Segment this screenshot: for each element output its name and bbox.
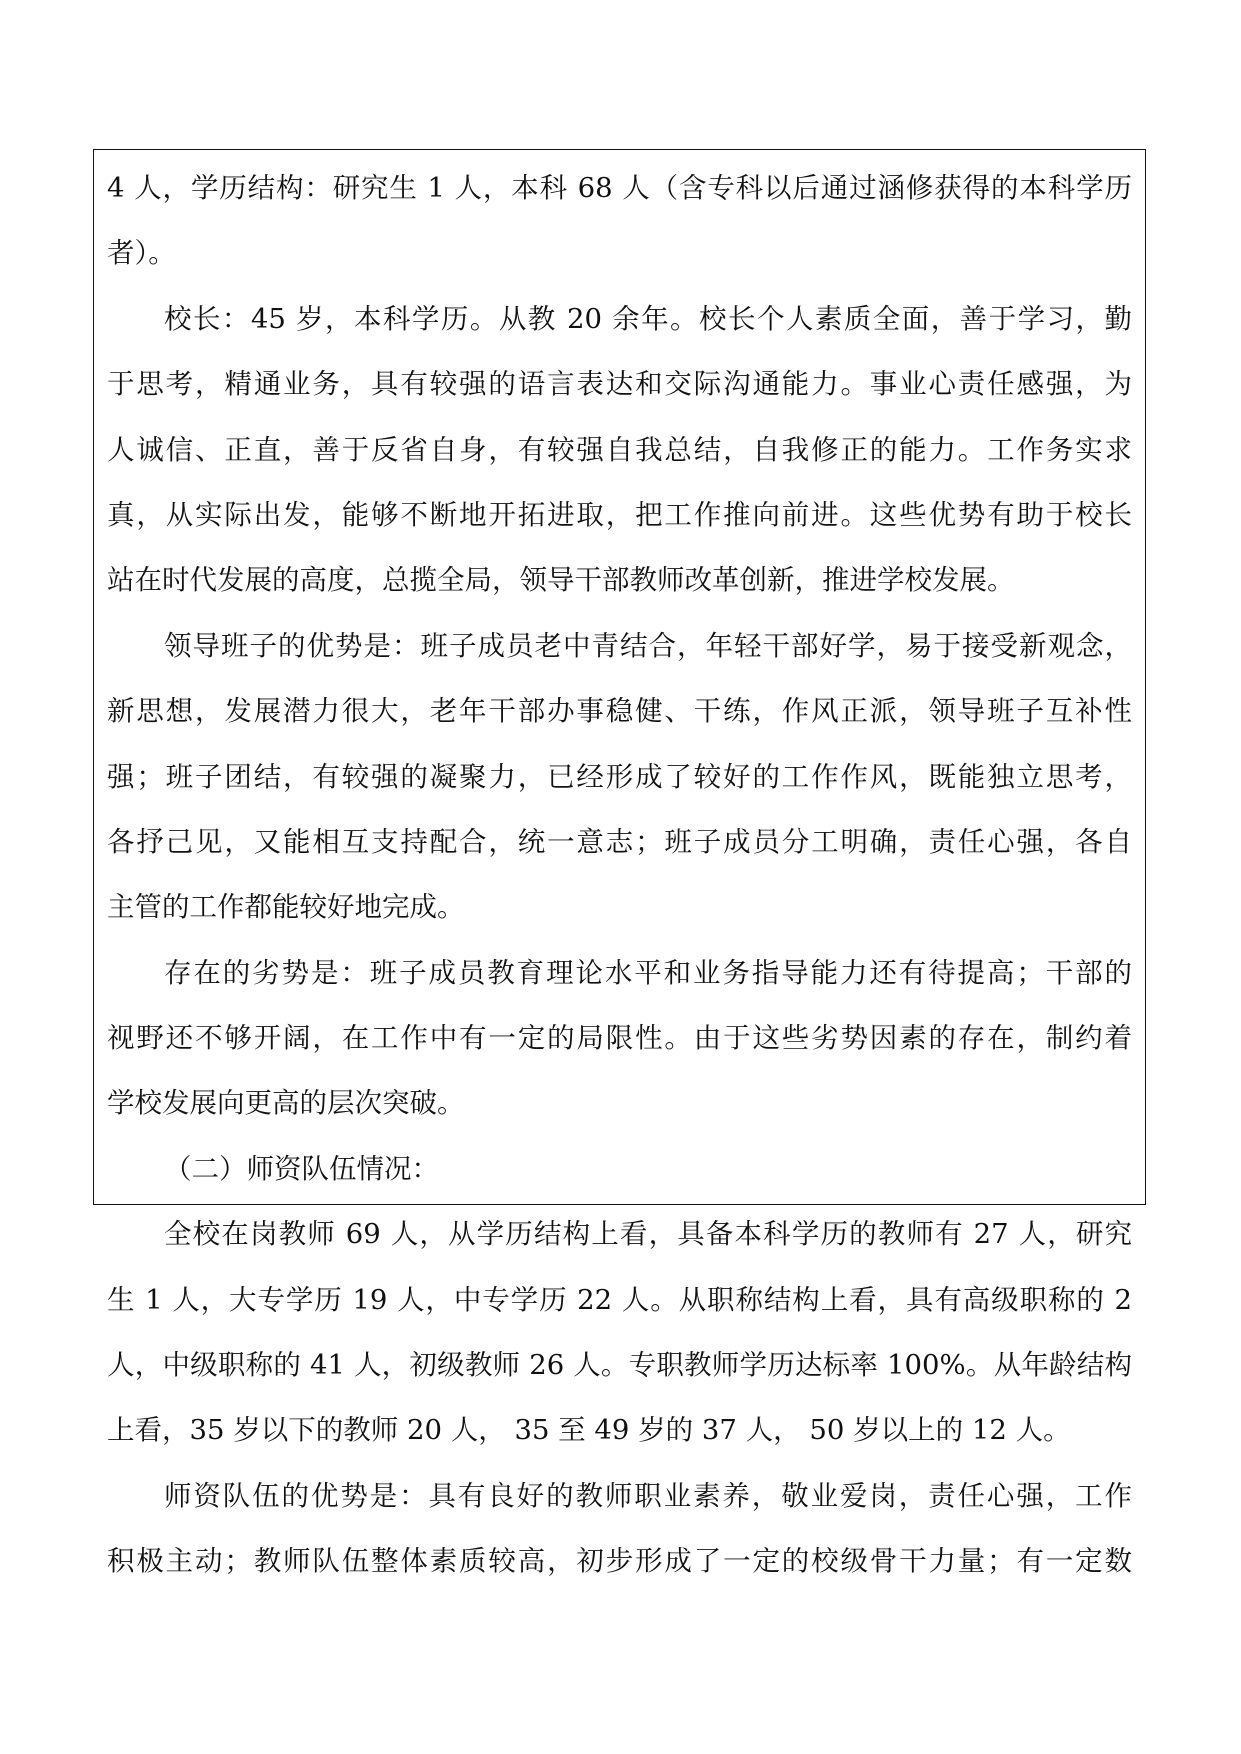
text-line: 强；班子团结，有较强的凝聚力，已经形成了较好的工作作风，既能独立思考， [107,760,1132,793]
text-line: 存在的劣势是：班子成员教育理论水平和业务指导能力还有待提高；干部的 [164,956,1132,989]
text-line: 视野还不够开阔，在工作中有一定的局限性。由于这些劣势因素的存在，制约着 [107,1022,1132,1055]
text-line: 生 1 人，大专学历 19 人，中专学历 22 人。从职称结构上看，具有高级职称的 2 [107,1283,1132,1316]
text-line: 新思想，发展潜力很大，老年干部办事稳健、干练，作风正派，领导班子互补性 [107,695,1132,728]
text-line: 站在时代发展的高度，总揽全局，领导干部教师改革创新，推进学校发展。 [107,564,1015,597]
text-line: 人诚信、正直，善于反省自身，有较强自我总结，自我修正的能力。工作务实求 [107,433,1132,466]
text-line: 校长：45 岁，本科学历。从教 20 余年。校长个人素质全面，善于学习，勤 [164,302,1132,335]
text-line: 各抒己见，又能相互支持配合，统一意志；班子成员分工明确，责任心强，各自 [107,825,1132,858]
text-line: 积极主动；教师队伍整体素质较高，初步形成了一定的校级骨干力量；有一定数 [107,1545,1132,1578]
document-body [107,156,1132,1595]
text-line: 真，从实际出发，能够不断地开拓进取，把工作推向前进。这些优势有助于校长 [107,498,1132,531]
text-line: 领导班子的优势是：班子成员老中青结合，年轻干部好学，易于接受新观念， [164,629,1132,662]
document-frame [93,149,1146,1578]
text-line: 4 人，学历结构：研究生 1 人，本科 68 人（含专科以后通过涵修获得的本科学历 [107,172,1132,204]
text-line: 者）。 [107,237,176,270]
text-line: 学校发展向更高的层次突破。 [107,1087,465,1120]
text-line: 师资队伍的优势是：具有良好的教师职业素养，敬业爱岗，责任心强，工作 [164,1479,1132,1512]
text-line: 人，中级职称的 41 人，初级教师 26 人。专职教师学历达标率 100%。从年龄结构 [107,1349,1132,1382]
text-line: 于思考，精通业务，具有较强的语言表达和交际沟通能力。事业心责任感强，为 [107,368,1132,401]
text-line: 全校在岗教师 69 人，从学历结构上看，具备本科学历的教师有 27 人，研究 [164,1218,1132,1251]
text-line: 上看，35 岁以下的教师 20 人， 35 至 49 岁的 37 人， 50 岁以上的 12 人。 [107,1414,1071,1447]
text-line: 主管的工作都能较好地完成。 [107,891,465,924]
text-line: （二）师资队伍情况： [164,1152,439,1185]
